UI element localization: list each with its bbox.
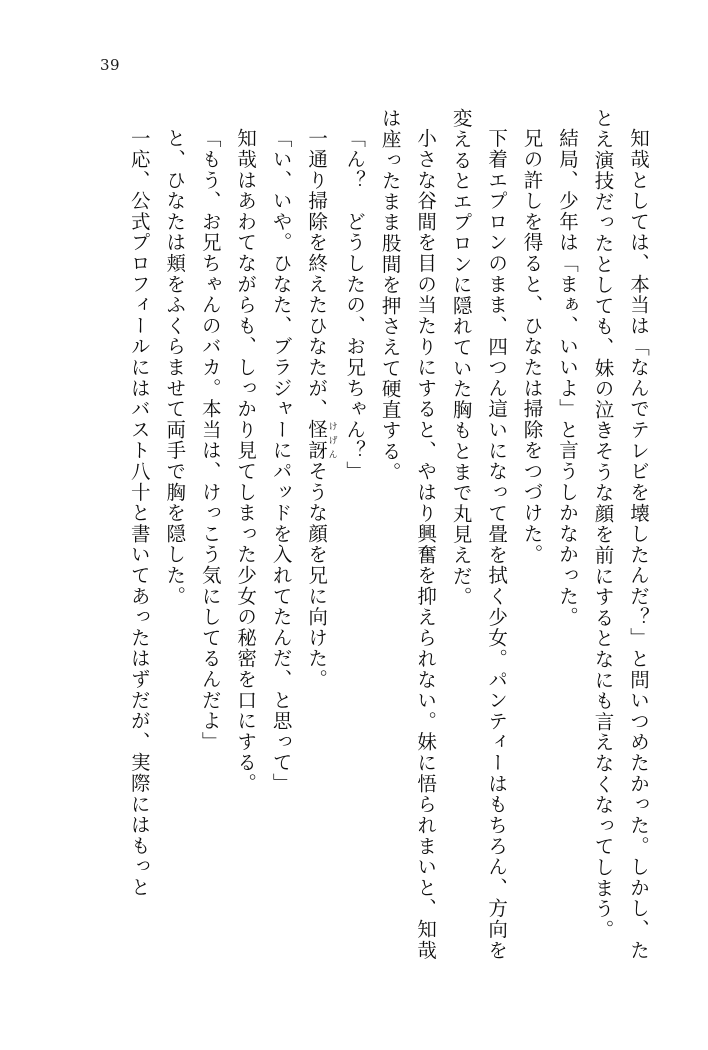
ruby-trail-text: そうな顔を兄に向けた。 [305,460,329,690]
page-number: 39 [100,56,121,74]
paragraph: 下着エプロンのまま、四つん這いになって畳を拭く少女。パンティーはもちろん、方向を変えるとエプロンに隠れていた胸もとまで丸見えだ。 [449,108,509,960]
paragraph-dialogue: 「ん？ どうしたの、お兄ちゃん？」 [343,127,367,482]
ruby-base: 怪訝 [305,418,329,461]
paragraph-dialogue: 「い、いや。ひなた、ブラジャーにパッドを入れてたんだ、と思って」 [269,127,293,794]
ruby-reading: けげん [326,418,337,461]
paragraph: 小さな谷間を目の当たりにすると、やはり興奮を抑えられない。妹に悟られまいと、知哉は座ったまま股間を押さえて硬直する。 [378,108,438,960]
paragraph-with-ruby [299,108,337,960]
ruby-annotation [305,418,337,461]
paragraph: 兄の許しを得ると、ひなたは掃除をつづけた。 [520,127,544,565]
paragraph: 知哉としては、本当は「なんでテレビを壊したんだ？」と問いつめたかった。しかし、たとえ演技だったとしても、妹の泣きそうな顔を前にするとなにも言えなくなってしまう。 [591,108,650,960]
paragraph: 知哉はあわてながらも、しっかり見てしまった少女の秘密を口にする。 [234,127,258,794]
ruby-lead-text: 一通り掃除を終えたひなたが、 [305,127,329,419]
paragraph: 一応、公式プロフィールにはバスト八十と書いてあったはずだが、実際にはもっと [127,127,151,898]
paragraph-dialogue: 「もう、お兄ちゃんのバカ。本当は、けっこう気にしてるんだよ」 [198,127,222,752]
paragraph: 結局、少年は「まぁ、いいよ」と言うしかなかった。 [556,127,580,627]
paragraph: と、ひなたは頬をふくらませて両手で胸を隠した。 [163,127,187,606]
body-text-vertical [116,108,656,960]
